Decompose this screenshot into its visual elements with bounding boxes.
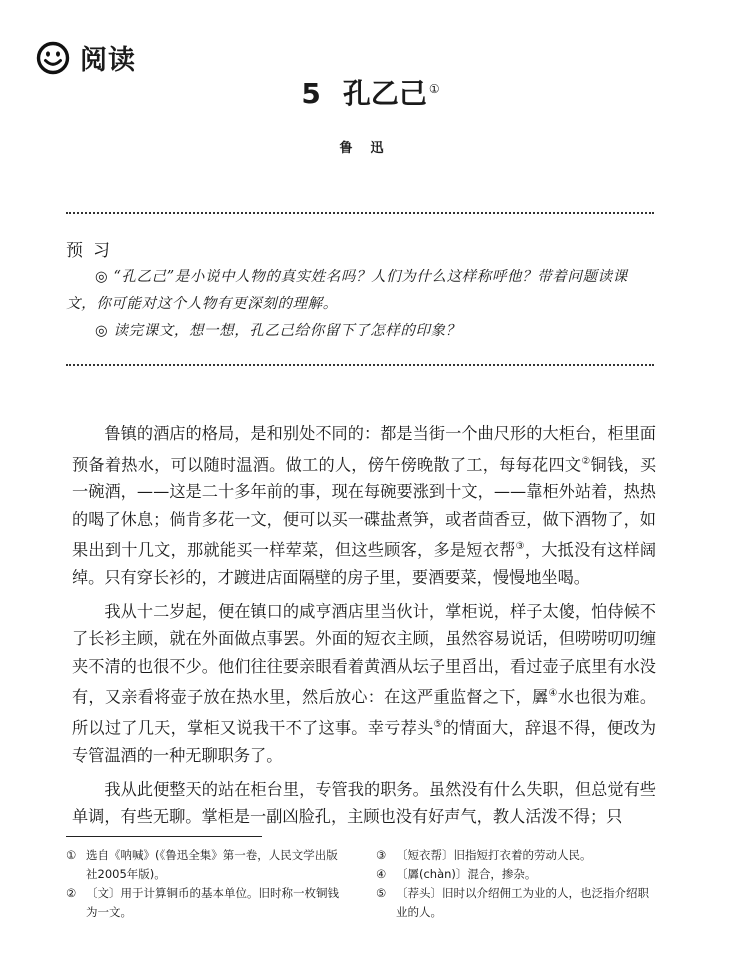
paragraph-1	[72, 420, 656, 592]
lesson-body	[72, 420, 656, 837]
footnote-text: 〔荐头〕旧时以介绍佣工为业的人，也泛指介绍职业的人。	[396, 886, 649, 919]
title-footnote-mark[interactable]: ①	[428, 81, 440, 96]
footnote-item	[66, 846, 348, 884]
footnote-ref[interactable]: ⑤	[433, 719, 443, 731]
footnote-item	[376, 846, 658, 865]
preview-question-2: ◎ 读完课文，想一想，孔乙己给你留下了怎样的印象？	[95, 323, 461, 339]
footnote-item	[66, 884, 348, 922]
footnote-mark: ②	[66, 886, 77, 900]
footnote-mark: ④	[376, 867, 387, 881]
footnotes-right	[376, 846, 658, 922]
footnote-item	[376, 884, 658, 922]
footnote-text: 选自《呐喊》(《鲁迅全集》第一卷，人民文学出版社2005年版)。	[86, 848, 338, 881]
footnote-mark: ⑤	[376, 886, 387, 900]
lesson-title-text: 孔乙己	[342, 77, 427, 110]
preview-question-1: ◎ “孔乙己”是小说中人物的真实姓名吗？人们为什么这样称呼他？带着问题读课文，你可能对这个人物有更深刻的理解。	[66, 269, 628, 312]
divider-bottom	[66, 364, 654, 366]
footnote-text: 〔文〕用于计算铜币的基本单位。旧时称一枚铜钱为一文。	[86, 886, 339, 919]
author-name: 鲁迅	[339, 141, 402, 156]
lesson-number: 5	[301, 77, 321, 110]
lesson-title	[0, 72, 741, 112]
paragraph-text: 铜钱，买一碗酒，——这是二十多年前的事，现在每碗要涨到十文，——靠柜外站着，热热的喝了休息；倘肯多花一文，便可以买一碟盐煮笋，或者茴香豆，做下酒物了，如果出到十几文，那就能买一样荤菜，但这些顾客，多是短衣帮	[72, 454, 657, 560]
divider-top	[66, 212, 654, 214]
paragraph-text: 水也很为难。所以过了几天，掌柜又说我干不了这事。幸亏荐头	[72, 687, 657, 738]
footnote-ref[interactable]: ④	[548, 688, 558, 700]
paragraph-2	[72, 598, 656, 770]
footnote-separator	[66, 836, 262, 837]
paragraph-3: 我从此便整天的站在柜台里，专管我的职务。虽然没有什么失职，但总觉有些单调，有些无聊。掌柜是一副凶脸孔，主顾也没有好声气，教人活泼不得；只	[72, 779, 656, 827]
paragraph-text: 的情面大，辞退不得，便改为专管温酒的一种无聊职务了。	[72, 718, 657, 766]
preview-heading: 预习	[66, 241, 120, 261]
smiley-face-icon	[36, 41, 70, 75]
paragraph-text: 鲁镇的酒店的格局，是和别处不同的：都是当街一个曲尺形的大柜台，柜里面预备着热水，可以随时温酒。做工的人，傍午傍晚散了工，每每花四文	[72, 424, 656, 474]
footnote-mark: ③	[376, 848, 387, 862]
footnote-ref[interactable]: ③	[515, 541, 525, 553]
footnote-ref[interactable]: ②	[581, 455, 591, 467]
section-label: 阅读	[80, 45, 136, 76]
footnote-text: 〔羼(chàn)〕混合，掺杂。	[396, 867, 537, 881]
paragraph-text: ，大抵没有这样阔绰。只有穿长衫的，才踱进店面隔壁的房子里，要酒要菜，慢慢地坐喝。	[72, 540, 657, 588]
footnote-mark: ①	[66, 848, 77, 862]
footnote-text: 〔短衣帮〕旧指短打衣着的劳动人民。	[396, 848, 592, 862]
paragraph-text: 我从十二岁起，便在镇口的咸亨酒店里当伙计，掌柜说，样子太傻，怕侍候不了长衫主顾，就在外面做点事罢。外面的短衣主顾，虽然容易说话，但唠唠叨叨缠夹不清的也很不少。他们往往要亲眼看着黄酒从坛子里舀出，看过壶子底里有水没有，又亲看将壶子放在热水里，然后放心：在这严重监督之下，羼	[72, 601, 656, 707]
footnotes-left	[66, 846, 348, 922]
footnote-item	[376, 865, 658, 884]
